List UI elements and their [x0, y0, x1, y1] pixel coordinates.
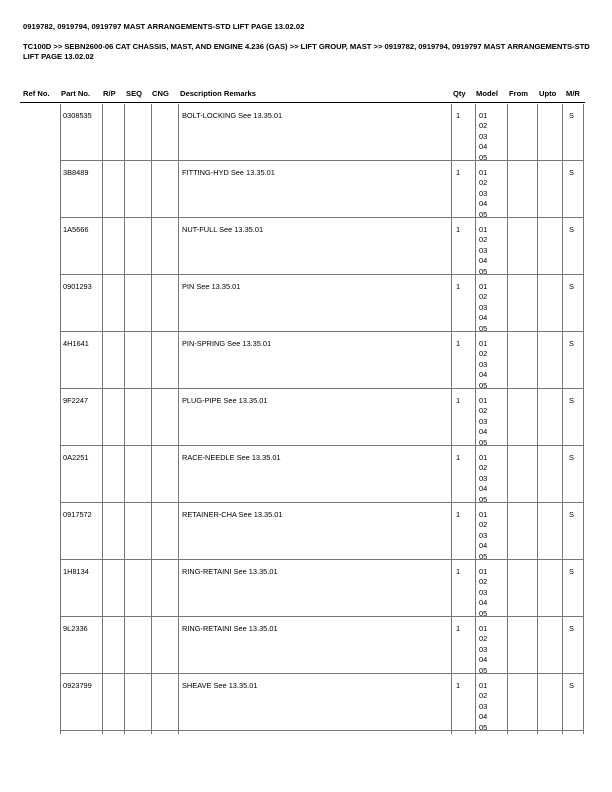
- mr-cell: S: [569, 681, 574, 690]
- qty-cell: 1: [456, 567, 461, 576]
- model-code: 02: [479, 463, 488, 473]
- model-code: 04: [479, 598, 488, 608]
- model-code: 03: [479, 359, 488, 369]
- model-code: 05: [479, 152, 488, 162]
- row-divider: [60, 160, 583, 161]
- col-header-upto: Upto: [539, 89, 557, 98]
- column-divider: [102, 104, 103, 734]
- mr-cell: S: [569, 168, 574, 177]
- part-no-cell: 9L2336: [63, 624, 88, 633]
- mr-cell: S: [569, 567, 574, 576]
- mr-cell: S: [569, 510, 574, 519]
- model-cell: [479, 624, 487, 676]
- description-cell: FITTING-HYD See 13.35.01: [182, 168, 275, 177]
- model-cell: [479, 681, 487, 733]
- col-header-seq: SEQ: [126, 89, 143, 98]
- model-code: 01: [479, 510, 488, 519]
- model-cell: [479, 453, 487, 505]
- model-code: 03: [479, 587, 488, 597]
- model-code: 02: [479, 691, 488, 701]
- col-header-mr: M/R: [566, 89, 580, 98]
- model-code: 03: [479, 416, 488, 426]
- description-cell: NUT-FULL See 13.35.01: [182, 225, 264, 234]
- qty-cell: 1: [456, 339, 461, 348]
- model-cell: [479, 339, 487, 391]
- model-code: 04: [479, 199, 488, 209]
- row-divider: [60, 274, 583, 275]
- model-code: 02: [479, 349, 488, 359]
- part-no-cell: 4H1641: [63, 339, 89, 348]
- model-code: 05: [479, 608, 488, 618]
- model-code: 04: [479, 313, 488, 323]
- model-code: 05: [479, 323, 488, 333]
- description-cell: BOLT-LOCKING See 13.35.01: [182, 111, 283, 120]
- column-divider: [475, 104, 476, 734]
- part-no-cell: 3B8489: [63, 168, 89, 177]
- mr-cell: S: [569, 396, 574, 405]
- part-no-cell: 0917572: [63, 510, 92, 519]
- model-code: 05: [479, 209, 488, 219]
- col-header-rp: R/P: [103, 89, 116, 98]
- model-code: 02: [479, 577, 488, 587]
- model-code: 01: [479, 681, 488, 690]
- qty-cell: 1: [456, 624, 461, 633]
- col-header-ref-no: Ref No.: [23, 89, 50, 98]
- description-cell: RING-RETAINI See 13.35.01: [182, 624, 278, 633]
- column-divider: [151, 104, 152, 734]
- description-cell: PIN-SPRING See 13.35.01: [182, 339, 272, 348]
- description-cell: RING-RETAINI See 13.35.01: [182, 567, 278, 576]
- row-divider: [60, 559, 583, 560]
- model-code: 03: [479, 530, 488, 540]
- row-divider: [60, 445, 583, 446]
- model-code: 04: [479, 142, 488, 152]
- description-cell: PIN See 13.35.01: [182, 282, 241, 291]
- qty-cell: 1: [456, 225, 461, 234]
- column-divider: [537, 104, 538, 734]
- column-divider: [583, 104, 584, 734]
- column-divider: [60, 104, 61, 734]
- col-header-qty: Qty: [453, 89, 466, 98]
- model-code: 03: [479, 302, 488, 312]
- model-code: 05: [479, 665, 488, 675]
- model-code: 01: [479, 282, 488, 291]
- model-code: 05: [479, 551, 488, 561]
- column-divider: [124, 104, 125, 734]
- qty-cell: 1: [456, 111, 461, 120]
- model-code: 05: [479, 266, 488, 276]
- model-code: 02: [479, 634, 488, 644]
- model-code: 02: [479, 292, 488, 302]
- model-cell: [479, 396, 487, 448]
- model-code: 05: [479, 380, 488, 390]
- model-code: 05: [479, 437, 488, 447]
- model-code: 05: [479, 494, 488, 504]
- model-cell: [479, 168, 487, 220]
- row-divider: [60, 502, 583, 503]
- qty-cell: 1: [456, 168, 461, 177]
- part-no-cell: 0901293: [63, 282, 92, 291]
- model-code: 01: [479, 567, 488, 576]
- mr-cell: S: [569, 282, 574, 291]
- mr-cell: S: [569, 111, 574, 120]
- description-cell: RETAINER-CHA See 13.35.01: [182, 510, 283, 519]
- part-no-cell: 0A2251: [63, 453, 89, 462]
- mr-cell: S: [569, 339, 574, 348]
- model-code: 02: [479, 178, 488, 188]
- qty-cell: 1: [456, 453, 461, 462]
- model-code: 02: [479, 235, 488, 245]
- model-code: 03: [479, 473, 488, 483]
- col-header-cng: CNG: [152, 89, 169, 98]
- model-code: 02: [479, 406, 488, 416]
- part-no-cell: 9F2247: [63, 396, 89, 405]
- column-divider: [507, 104, 508, 734]
- mr-cell: S: [569, 225, 574, 234]
- row-divider: [60, 388, 583, 389]
- model-code: 03: [479, 131, 488, 141]
- model-code: 01: [479, 111, 488, 120]
- model-cell: [479, 225, 487, 277]
- col-header-description: Description Remarks: [180, 89, 256, 98]
- model-code: 03: [479, 701, 488, 711]
- col-header-from: From: [509, 89, 528, 98]
- mr-cell: S: [569, 624, 574, 633]
- model-code: 04: [479, 655, 488, 665]
- row-divider: [60, 331, 583, 332]
- model-code: 05: [479, 722, 488, 732]
- model-code: 04: [479, 370, 488, 380]
- model-code: 04: [479, 541, 488, 551]
- model-cell: [479, 567, 487, 619]
- col-header-model: Model: [476, 89, 498, 98]
- description-cell: PLUG-PIPE See 13.35.01: [182, 396, 268, 405]
- row-divider: [60, 673, 583, 674]
- row-divider: [60, 616, 583, 617]
- model-code: 04: [479, 712, 488, 722]
- model-cell: [479, 111, 487, 163]
- description-cell: RACE-NEEDLE See 13.35.01: [182, 453, 281, 462]
- model-code: 01: [479, 168, 488, 177]
- page-title: 0919782, 0919794, 0919797 MAST ARRANGEMENTS-STD LIFT PAGE 13.02.02: [23, 22, 305, 31]
- model-code: 01: [479, 339, 488, 348]
- column-divider: [451, 104, 452, 734]
- model-code: 04: [479, 256, 488, 266]
- model-code: 02: [479, 121, 488, 131]
- model-code: 01: [479, 225, 488, 234]
- qty-cell: 1: [456, 510, 461, 519]
- qty-cell: 1: [456, 681, 461, 690]
- model-code: 03: [479, 245, 488, 255]
- mr-cell: S: [569, 453, 574, 462]
- part-no-cell: 0923799: [63, 681, 92, 690]
- model-code: 02: [479, 520, 488, 530]
- part-no-cell: 1H8134: [63, 567, 89, 576]
- model-code: 04: [479, 427, 488, 437]
- part-no-cell: 0308535: [63, 111, 92, 120]
- column-divider: [562, 104, 563, 734]
- breadcrumb: TC100D >> SEBN2600-06 CAT CHASSIS, MAST, AND ENGINE 4.236 (GAS) >> LIFT GROUP, MAST >> 0919782, 0919794, 0919797 MAST ARRANGEMENTS-STD LIFT PAGE 13.02.02: [23, 42, 590, 61]
- model-code: 01: [479, 453, 488, 462]
- model-code: 03: [479, 188, 488, 198]
- model-cell: [479, 282, 487, 334]
- col-header-part-no: Part No.: [61, 89, 91, 98]
- row-divider: [60, 217, 583, 218]
- model-cell: [479, 510, 487, 562]
- qty-cell: 1: [456, 282, 461, 291]
- part-no-cell: 1A5666: [63, 225, 89, 234]
- qty-cell: 1: [456, 396, 461, 405]
- row-divider: [60, 730, 583, 731]
- column-divider: [178, 104, 179, 734]
- model-code: 04: [479, 484, 488, 494]
- model-code: 01: [479, 624, 488, 633]
- model-code: 03: [479, 644, 488, 654]
- model-code: 01: [479, 396, 488, 405]
- description-cell: SHEAVE See 13.35.01: [182, 681, 258, 690]
- header-rule: [20, 102, 585, 103]
